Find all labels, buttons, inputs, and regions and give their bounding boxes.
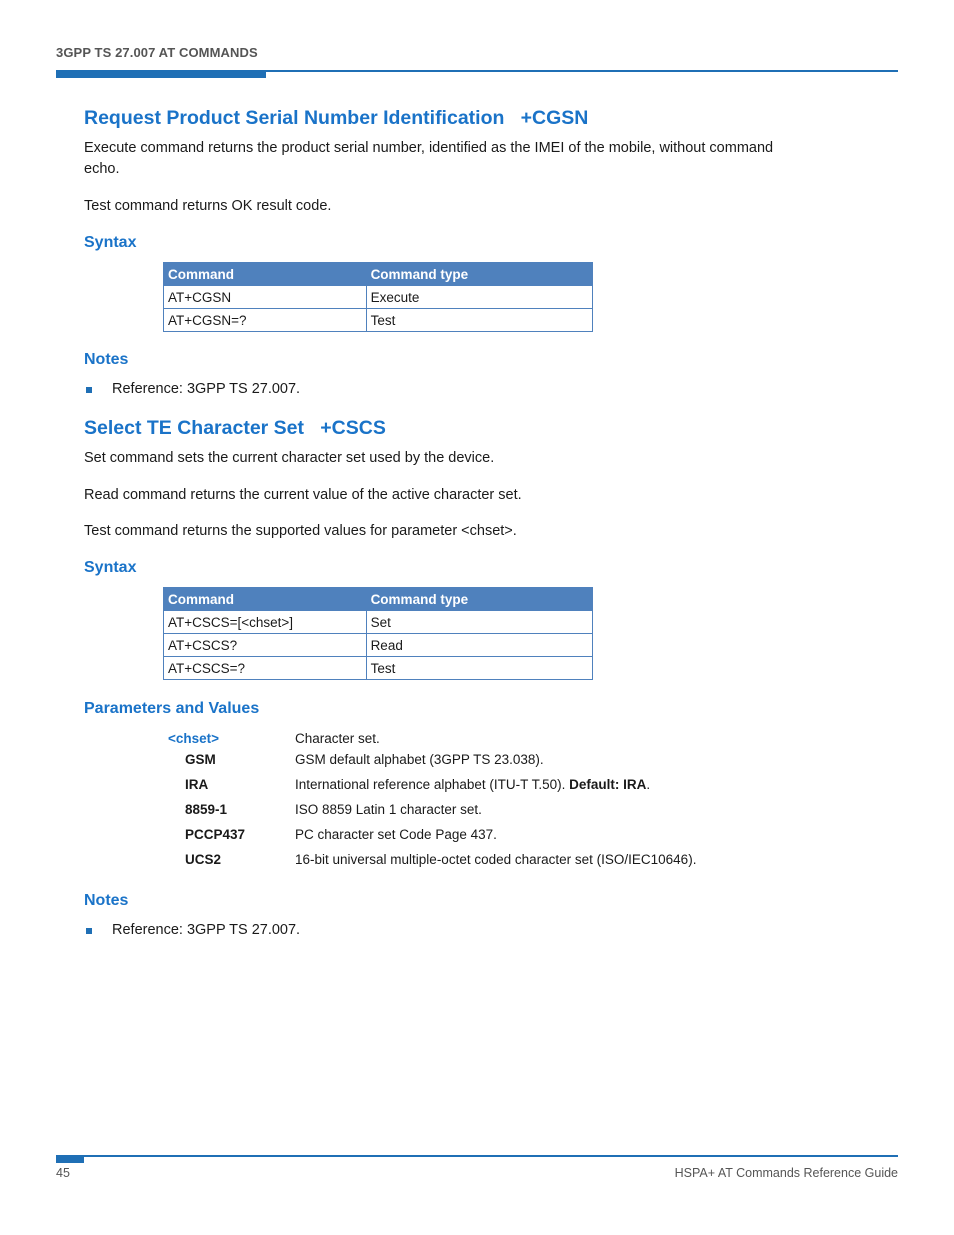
param-value-name: UCS2	[185, 852, 222, 867]
cscs-set-description: Set command sets the current character set used by the device.	[84, 450, 495, 466]
param-value-name: IRA	[185, 777, 209, 792]
params-heading: Parameters and Values	[84, 700, 260, 717]
table-header-row	[164, 263, 593, 286]
param-value-description	[295, 777, 650, 792]
param-value-description: 16-bit universal multiple-octet coded character set (ISO/IEC10646).	[295, 852, 697, 867]
param-value-description: ISO 8859 Latin 1 character set.	[295, 802, 482, 817]
table-row	[164, 286, 593, 309]
cell-command-type: Test	[366, 657, 592, 680]
cell-command: AT+CSCS=?	[164, 657, 367, 680]
cell-command: AT+CSCS?	[164, 634, 367, 657]
cgsn-syntax-table	[163, 262, 593, 332]
cscs-notes-heading: Notes	[84, 892, 129, 909]
param-value-description-text: International reference alphabet (ITU-T T.50).	[295, 777, 570, 792]
param-key-description: Character set.	[295, 731, 380, 746]
footer-doc-title: HSPA+ AT Commands Reference Guide	[674, 1166, 898, 1180]
cell-command: AT+CGSN=?	[164, 309, 367, 332]
cgsn-note-item: Reference: 3GPP TS 27.007.	[112, 381, 301, 397]
cscs-syntax-table	[163, 587, 593, 680]
table-header-row	[164, 588, 593, 611]
section-title-cscs: Select TE Character Set +CSCS	[84, 417, 386, 439]
param-value-description: GSM default alphabet (3GPP TS 23.038).	[295, 752, 544, 767]
param-default-label: Default: IRA	[569, 777, 647, 792]
param-value-name: PCCP437	[185, 827, 246, 842]
param-value-name: 8859-1	[185, 802, 228, 817]
param-key-chset: <chset>	[168, 731, 220, 746]
footer-rule	[56, 1155, 898, 1157]
table-row	[164, 309, 593, 332]
header-accent-block	[56, 70, 266, 78]
cgsn-description-line2: echo.	[84, 161, 120, 177]
column-header-command-type: Command type	[366, 588, 592, 611]
cscs-syntax-heading: Syntax	[84, 559, 137, 576]
param-value-description: PC character set Code Page 437.	[295, 827, 497, 842]
section-title-cgsn: Request Product Serial Number Identification +CGSN	[84, 107, 589, 129]
column-header-command-type: Command type	[366, 263, 592, 286]
column-header-command: Command	[164, 588, 367, 611]
cscs-note-item: Reference: 3GPP TS 27.007.	[112, 922, 301, 938]
column-header-command: Command	[164, 263, 367, 286]
cgsn-syntax-heading: Syntax	[84, 234, 137, 251]
footer-accent-block	[56, 1155, 84, 1163]
cgsn-test-description: Test command returns OK result code.	[84, 198, 332, 214]
bullet-icon	[86, 928, 92, 934]
cell-command: AT+CSCS=[<chset>]	[164, 611, 367, 634]
running-header: 3GPP TS 27.007 AT COMMANDS	[56, 45, 258, 60]
cell-command-type: Execute	[366, 286, 592, 309]
table-row	[164, 634, 593, 657]
cell-command-type: Set	[366, 611, 592, 634]
cscs-read-description: Read command returns the current value of the active character set.	[84, 487, 522, 503]
page-number: 45	[56, 1166, 70, 1180]
bullet-icon	[86, 387, 92, 393]
cgsn-description-line1: Execute command returns the product serial number, identified as the IMEI of the mobile, without command	[84, 140, 774, 156]
cell-command-type: Test	[366, 309, 592, 332]
cscs-test-description: Test command returns the supported values for parameter <chset>.	[84, 523, 517, 539]
param-value-description-tail: .	[646, 777, 651, 792]
cell-command-type: Read	[366, 634, 592, 657]
cell-command: AT+CGSN	[164, 286, 367, 309]
param-value-name: GSM	[185, 752, 216, 767]
table-row	[164, 657, 593, 680]
cgsn-notes-heading: Notes	[84, 351, 129, 368]
table-row	[164, 611, 593, 634]
